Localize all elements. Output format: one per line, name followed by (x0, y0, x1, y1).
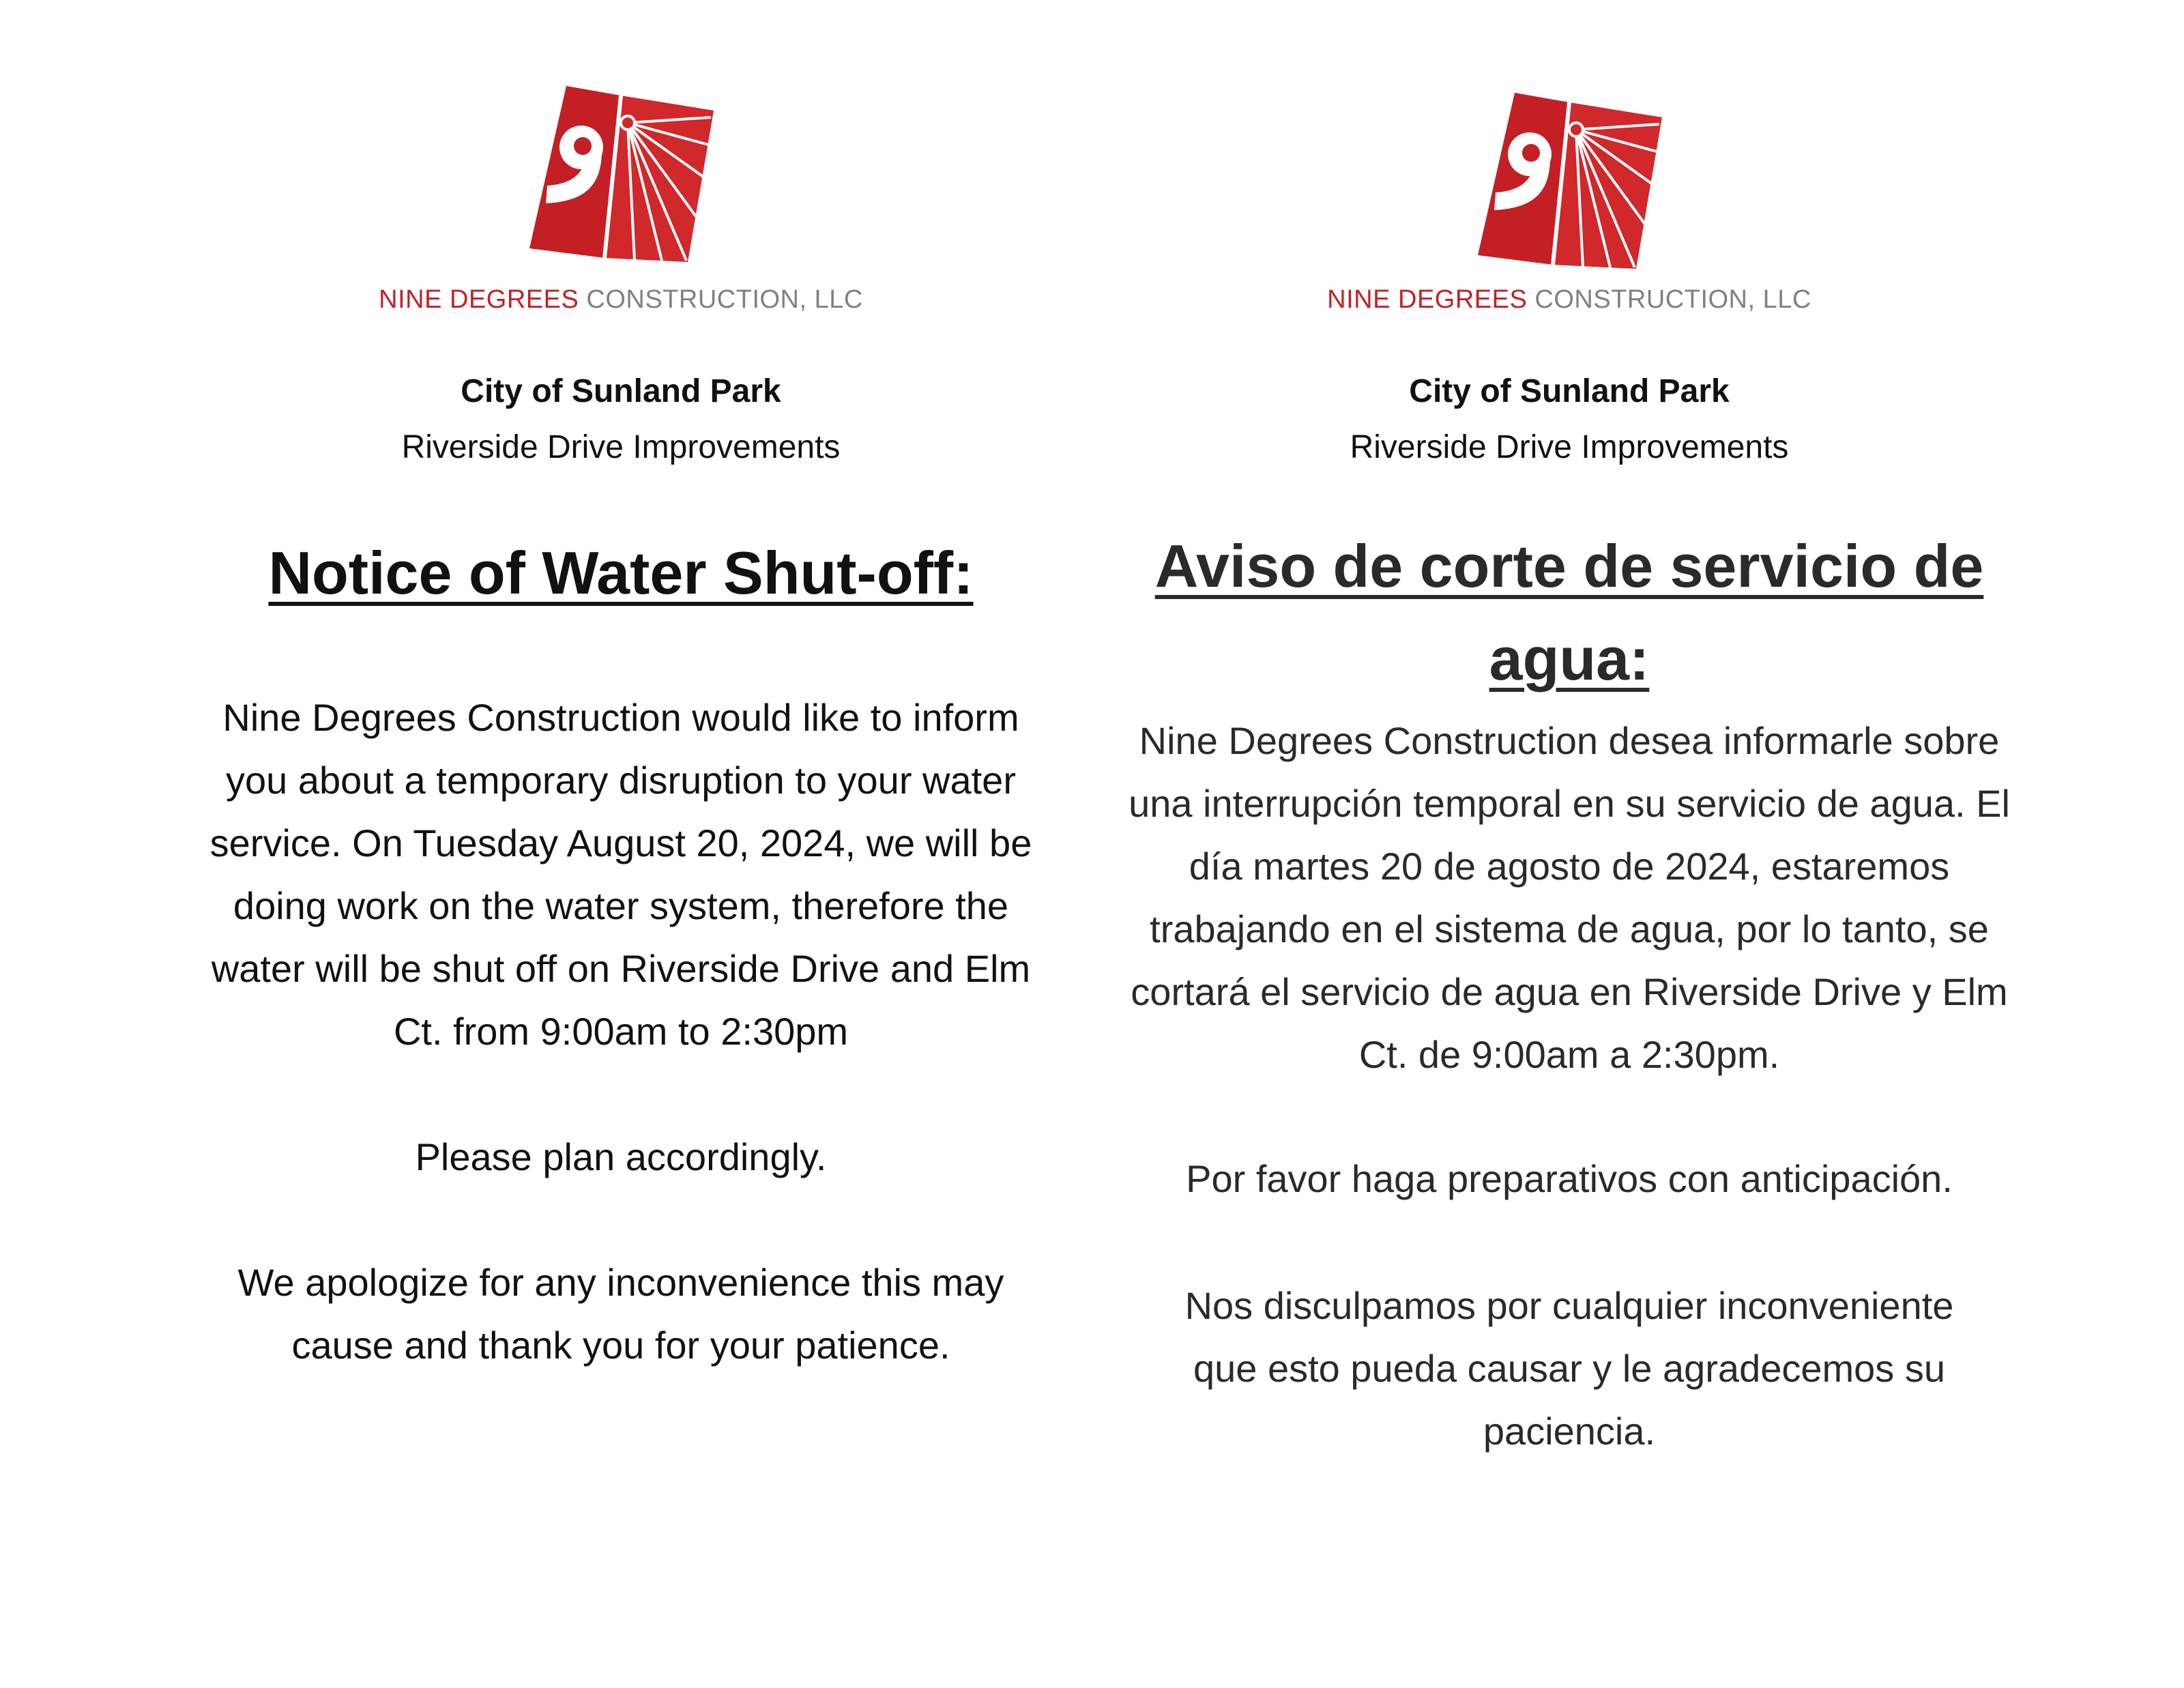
company-name-red: NINE DEGREES (379, 285, 579, 314)
city-name: City of Sunland Park (461, 373, 781, 409)
notice-paragraph-main: Nine Degrees Construction desea informarle sobre una interrupción temporal en su servicio de agua. El día martes 20 de agosto de 2024, estaremos trabajando en el sistema de agua, por lo tanto, se cortará el servicio de agua en Riverside Drive y Elm Ct. de 9:00am a 2:30pm. (1129, 719, 2010, 1076)
company-name-gray: CONSTRUCTION, LLC (586, 285, 863, 314)
company-name (177, 285, 1064, 315)
notice-paragraph-apology: We apologize for any inconvenience this may cause and thank you for your patience. (237, 1261, 1004, 1367)
notice-paragraph-plan: Please plan accordingly. (415, 1135, 827, 1178)
notice-paragraph-main: Nine Degrees Construction would like to inform you about a temporary disruption to your water service. On Tuesday August 20, 2024, we will be doing work on the water system, therefore the water will be shut off on Riverside Drive and Elm Ct. from 9:00am to 2:30pm (209, 696, 1032, 1053)
company-name-gray: CONSTRUCTION, LLC (1534, 285, 1811, 314)
city-name: City of Sunland Park (1409, 373, 1730, 409)
nine-degrees-logo-icon (525, 82, 716, 266)
nine-degrees-logo-icon (1474, 89, 1665, 273)
project-name: Riverside Drive Improvements (401, 429, 841, 465)
notice-paragraph-apology: Nos disculpamos por cualquier inconveniente que esto pueda causar y le agradecemos su paciencia. (1184, 1284, 1954, 1453)
notice-paragraph-plan: Por favor haga preparativos con anticipación. (1186, 1157, 1953, 1200)
company-name-red: NINE DEGREES (1327, 285, 1528, 314)
notice-heading: Aviso de corte de servicio de agua: (1154, 532, 1984, 693)
project-name: Riverside Drive Improvements (1350, 429, 1789, 465)
company-name (1126, 285, 2013, 315)
notice-heading: Notice of Water Shut-off: (268, 539, 974, 607)
